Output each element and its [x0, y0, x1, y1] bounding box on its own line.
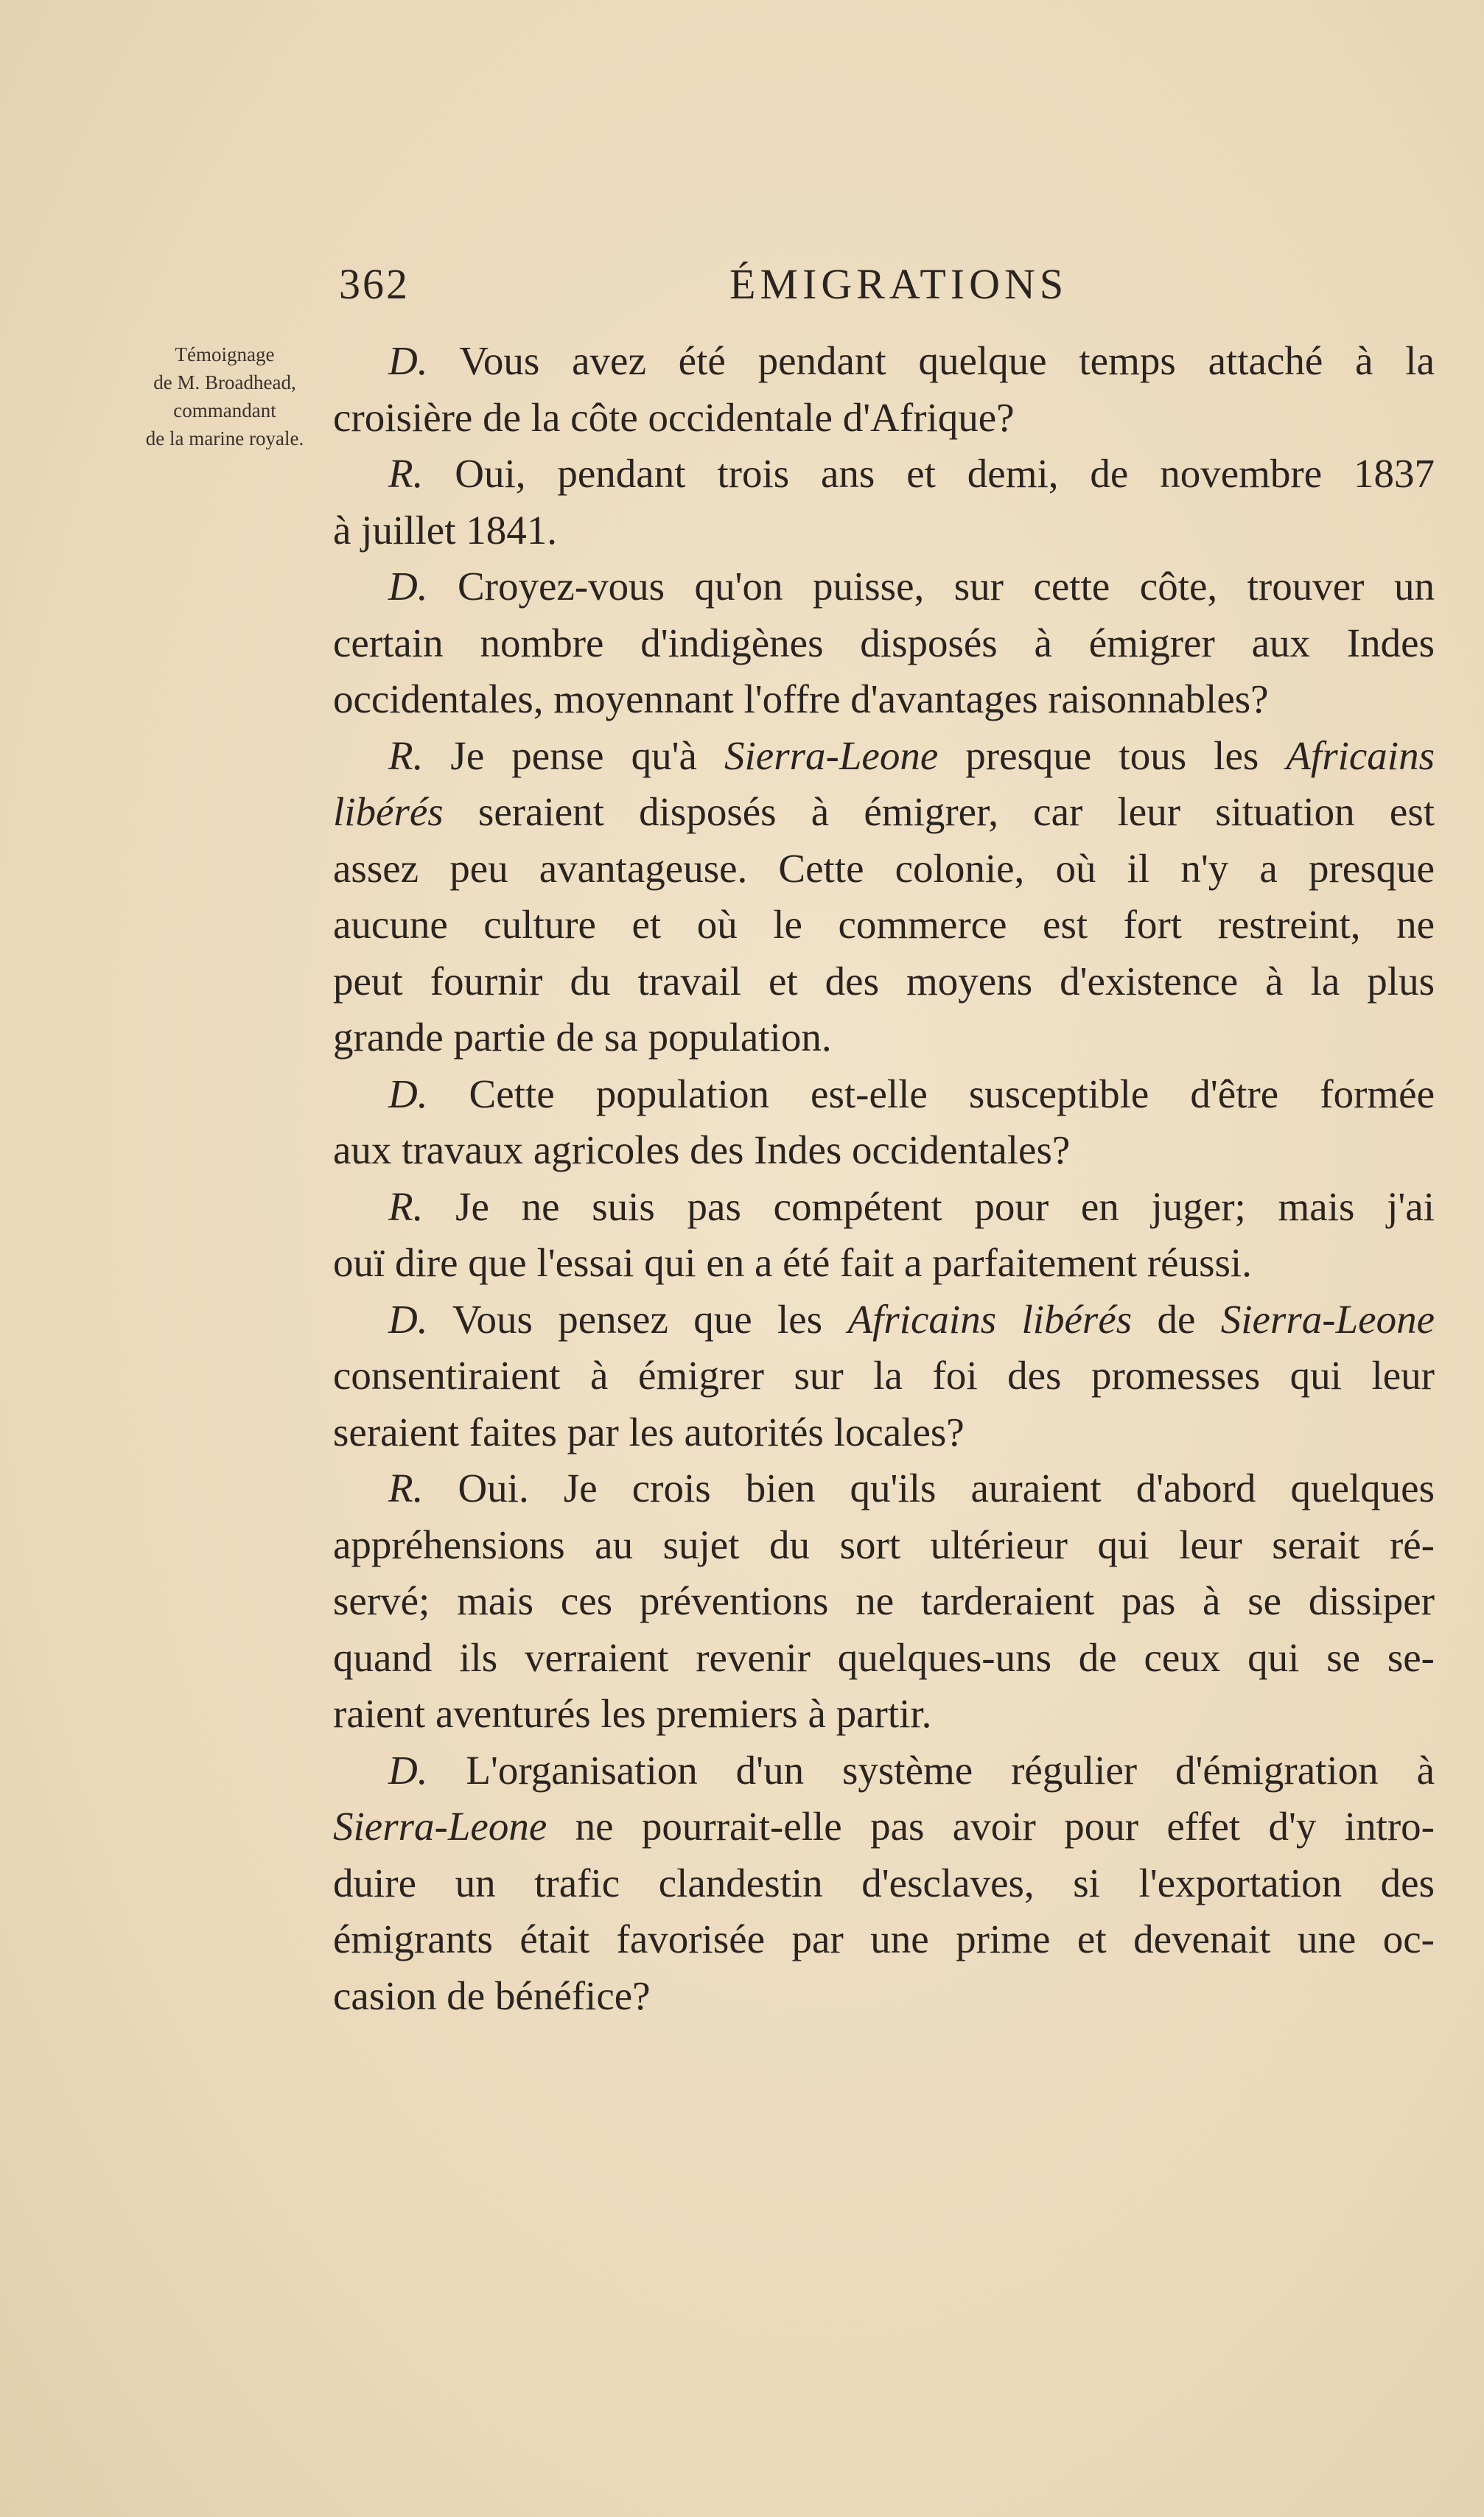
speaker-label: D. [388, 1747, 428, 1793]
italic-text: Sierra-Leone [724, 732, 939, 778]
line-text: Oui, pendant trois ans et demi, de novembre 1837 [423, 451, 1435, 496]
line-text: ne pourrait-elle pas avoir pour effet d'y intro- [547, 1804, 1435, 1849]
text-line [333, 1517, 1435, 1574]
text-line [333, 1122, 1435, 1179]
text-line [333, 503, 1435, 559]
text-line [333, 1911, 1435, 1968]
text-line [333, 1404, 1435, 1461]
line-text: appréhensions au sujet du sort ultérieur qui leur serait ré- [333, 1522, 1435, 1567]
text-line [333, 1235, 1435, 1292]
line-text: Vous pensez que les [427, 1296, 848, 1342]
text-line [333, 1799, 1435, 1855]
speaker-label: D. [388, 564, 428, 609]
margin-note [111, 340, 339, 452]
page-number: 362 [339, 260, 410, 308]
line-text: grande partie de sa population. [333, 1015, 832, 1060]
section-title: ÉMIGRATIONS [729, 260, 1068, 308]
line-text: consentiraient à émigrer sur la foi des promesses qui leur [333, 1353, 1435, 1398]
line-text: de [1132, 1296, 1221, 1342]
text-line [333, 953, 1435, 1010]
text-line [333, 1348, 1435, 1404]
margin-note-line: Témoignage [175, 343, 275, 365]
text-line [333, 559, 1435, 615]
line-text: Cette population est-elle susceptible d'être formée [427, 1071, 1435, 1116]
line-text: assez peu avantageuse. Cette colonie, où il n'y a presque [333, 845, 1435, 891]
text-line [333, 728, 1435, 785]
line-text: servé; mais ces préventions ne tarderaient pas à se dissiper [333, 1578, 1435, 1623]
line-text: Je ne suis pas compétent pour en juger; mais j'ai [423, 1183, 1435, 1229]
line-text: quand ils verraient revenir quelques-uns de ceux qui se se- [333, 1634, 1435, 1680]
italic-text: Africains libérés [847, 1296, 1133, 1342]
text-line [333, 1630, 1435, 1687]
text-line [333, 1179, 1435, 1236]
line-text: raient aventurés les premiers à partir. [333, 1691, 932, 1736]
margin-note-line: de la marine royale. [145, 427, 304, 449]
text-line [333, 446, 1435, 503]
speaker-label: D. [388, 1296, 428, 1342]
text-line [333, 333, 1435, 390]
line-text: émigrants était favorisée par une prime et devenait une oc- [333, 1916, 1435, 1961]
margin-note-line: commandant [173, 399, 276, 421]
line-text: ouï dire que l'essai qui en a été fait a parfaitement réussi. [333, 1240, 1252, 1285]
speaker-label: D. [388, 338, 428, 383]
line-text: peut fournir du travail et des moyens d'existence à la plus [333, 958, 1435, 1004]
line-text: Vous avez été pendant quelque temps attaché à la [427, 338, 1435, 383]
body-text [333, 333, 1435, 2024]
line-text: Oui. Je crois bien qu'ils auraient d'abord quelques [423, 1466, 1435, 1510]
text-line [333, 1686, 1435, 1743]
line-text: seraient faites par les autorités locales? [333, 1409, 965, 1454]
speaker-label: R. [388, 732, 424, 778]
line-text: Croyez-vous qu'on puisse, sur cette côte, trouver un [427, 564, 1435, 609]
text-line [333, 1855, 1435, 1912]
line-text: duire un trafic clandestin d'esclaves, si l'exportation des [333, 1860, 1435, 1905]
italic-text: Africains [1286, 732, 1435, 778]
line-text: certain nombre d'indigènes disposés à émigrer aux Indes [333, 620, 1435, 665]
text-line [333, 1460, 1435, 1517]
text-line [333, 897, 1435, 953]
speaker-label: D. [388, 1071, 428, 1116]
line-text: Je pense qu'à [423, 732, 724, 778]
line-text: seraient disposés à émigrer, car leur situation est [443, 789, 1435, 834]
speaker-label: R. [388, 451, 424, 496]
italic-text: Sierra-Leone [333, 1804, 547, 1849]
text-line [333, 615, 1435, 672]
line-text: occidentales, moyennant l'offre d'avantages raisonnables? [333, 676, 1269, 721]
italic-text: libérés [333, 789, 444, 834]
line-text: aux travaux agricoles des Indes occidentales? [333, 1127, 1071, 1172]
speaker-label: R. [388, 1466, 424, 1510]
text-line [333, 1968, 1435, 2025]
speaker-label: R. [388, 1183, 424, 1229]
line-text: casion de bénéfice? [333, 1972, 651, 2018]
running-head [339, 259, 1437, 318]
line-text: à juillet 1841. [333, 507, 557, 553]
text-line [333, 1573, 1435, 1630]
text-line [333, 1066, 1435, 1123]
text-line [333, 671, 1435, 728]
text-line [333, 1292, 1435, 1348]
text-line [333, 390, 1435, 447]
text-line [333, 841, 1435, 897]
text-line [333, 1743, 1435, 1799]
text-line [333, 1009, 1435, 1066]
text-line [333, 784, 1435, 841]
line-text: L'organisation d'un système régulier d'émigration à [427, 1747, 1435, 1793]
line-text: presque tous les [938, 732, 1287, 778]
italic-text: Sierra-Leone [1220, 1296, 1435, 1342]
line-text: aucune culture et où le commerce est fort restreint, ne [333, 902, 1435, 947]
margin-note-line: de M. Broadhead, [153, 371, 296, 393]
line-text: croisière de la côte occidentale d'Afrique? [333, 394, 1015, 440]
